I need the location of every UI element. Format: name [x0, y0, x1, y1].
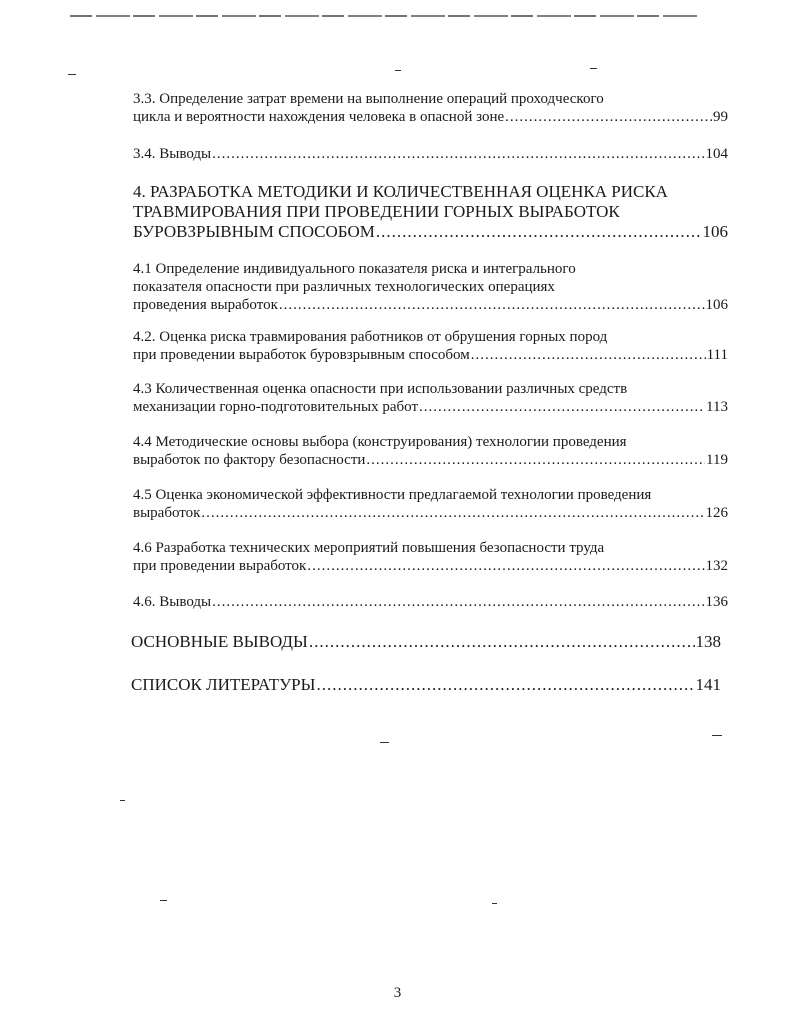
- toc-page-number: 104: [705, 146, 728, 162]
- toc-entry-title: СПИСОК ЛИТЕРАТУРЫ: [131, 675, 316, 694]
- toc-entry-4-6-conclusions: [133, 593, 728, 611]
- toc-entry-title: 4.1 Определение индивидуального показателя риска и интегрального: [133, 261, 576, 277]
- scan-artifact-line: [70, 15, 700, 17]
- toc-entry-title: ТРАВМИРОВАНИЯ ПРИ ПРОВЕДЕНИИ ГОРНЫХ ВЫРАБОТОК: [133, 202, 620, 221]
- dot-leader: [471, 346, 706, 364]
- toc-entry-title: механизации горно-подготовительных работ: [133, 399, 418, 415]
- toc-entry-title: 3.4. Выводы: [133, 146, 212, 162]
- dot-leader: [505, 108, 712, 126]
- toc-page-number: 136: [705, 594, 728, 610]
- dot-leader: [366, 451, 705, 469]
- toc-entry-title: показателя опасности при различных технологических операциях: [133, 279, 555, 295]
- toc-entry-title: проведения выработок: [133, 297, 278, 313]
- scan-speck: [380, 742, 389, 743]
- toc-entry-title: 4.3 Количественная оценка опасности при использовании различных средств: [133, 381, 628, 397]
- toc-entry-title: выработок: [133, 505, 201, 521]
- scan-speck: [590, 68, 597, 69]
- toc-page-number: 99: [713, 109, 728, 125]
- toc-entry-title: 4.5 Оценка экономической эффективности предлагаемой технологии проведения: [133, 487, 652, 503]
- toc-page-number: 113: [706, 399, 728, 415]
- toc-entry-4-2: [133, 328, 728, 364]
- toc-entry-3-3: [133, 90, 728, 126]
- toc-entry-title: 4.6. Выводы: [133, 594, 212, 610]
- toc-entry-title: 3.3. Определение затрат времени на выполнение операций проходческого: [133, 91, 604, 107]
- toc-page-number: 126: [705, 505, 728, 521]
- toc-entry-title: выработок по фактору безопасности: [133, 452, 366, 468]
- toc-entry-3-4: [133, 145, 728, 163]
- toc-entry-title: 4.4 Методические основы выбора (конструирования) технологии проведения: [133, 434, 627, 450]
- toc-page-number: 138: [695, 632, 721, 651]
- toc-entry-title: ОСНОВНЫЕ ВЫВОДЫ: [131, 632, 308, 651]
- dot-leader: [376, 222, 702, 242]
- toc-page-number: 132: [705, 558, 728, 574]
- scan-speck: [712, 735, 722, 736]
- scan-speck: [120, 800, 125, 801]
- toc-page-number: 106: [702, 222, 728, 241]
- dot-leader: [201, 504, 704, 522]
- dot-leader: [419, 398, 705, 416]
- scan-speck: [395, 70, 401, 71]
- toc-entry-main-conclusions: [131, 632, 721, 652]
- dot-leader: [309, 632, 695, 652]
- toc-page-number: 141: [695, 675, 721, 694]
- dot-leader: [316, 675, 694, 695]
- toc-entry-references: [131, 675, 721, 695]
- scan-speck: [492, 903, 497, 904]
- dot-leader: [212, 145, 704, 163]
- toc-entry-title: 4. РАЗРАБОТКА МЕТОДИКИ И КОЛИЧЕСТВЕННАЯ ОЦЕНКА РИСКА: [133, 182, 668, 201]
- scan-speck: [160, 900, 167, 901]
- dot-leader: [279, 296, 705, 314]
- toc-page-number: 111: [706, 347, 728, 363]
- toc-entry-4-5: [133, 486, 728, 522]
- toc-entry-title: 4.2. Оценка риска травмирования работников от обрушения горных пород: [133, 329, 608, 345]
- toc-entry-4-4: [133, 433, 728, 469]
- toc-entry-chapter-4: [133, 182, 728, 242]
- page-number: 3: [393, 985, 402, 1001]
- toc-page-number: 119: [706, 452, 728, 468]
- scan-speck: [68, 74, 76, 75]
- toc-entry-title: БУРОВЗРЫВНЫМ СПОСОБОМ: [133, 222, 375, 241]
- toc-page-number: 106: [705, 297, 728, 313]
- toc-entry-4-1: [133, 260, 728, 314]
- toc-entry-title: 4.6 Разработка технических мероприятий повышения безопасности труда: [133, 540, 605, 556]
- toc-entry-title: при проведении выработок: [133, 558, 307, 574]
- toc-entry-4-6: [133, 539, 728, 575]
- dot-leader: [212, 593, 704, 611]
- dot-leader: [307, 557, 704, 575]
- toc-entry-title: цикла и вероятности нахождения человека в опасной зоне: [133, 109, 505, 125]
- toc-entry-4-3: [133, 380, 728, 416]
- toc-entry-title: при проведении выработок буровзрывным способом: [133, 347, 470, 363]
